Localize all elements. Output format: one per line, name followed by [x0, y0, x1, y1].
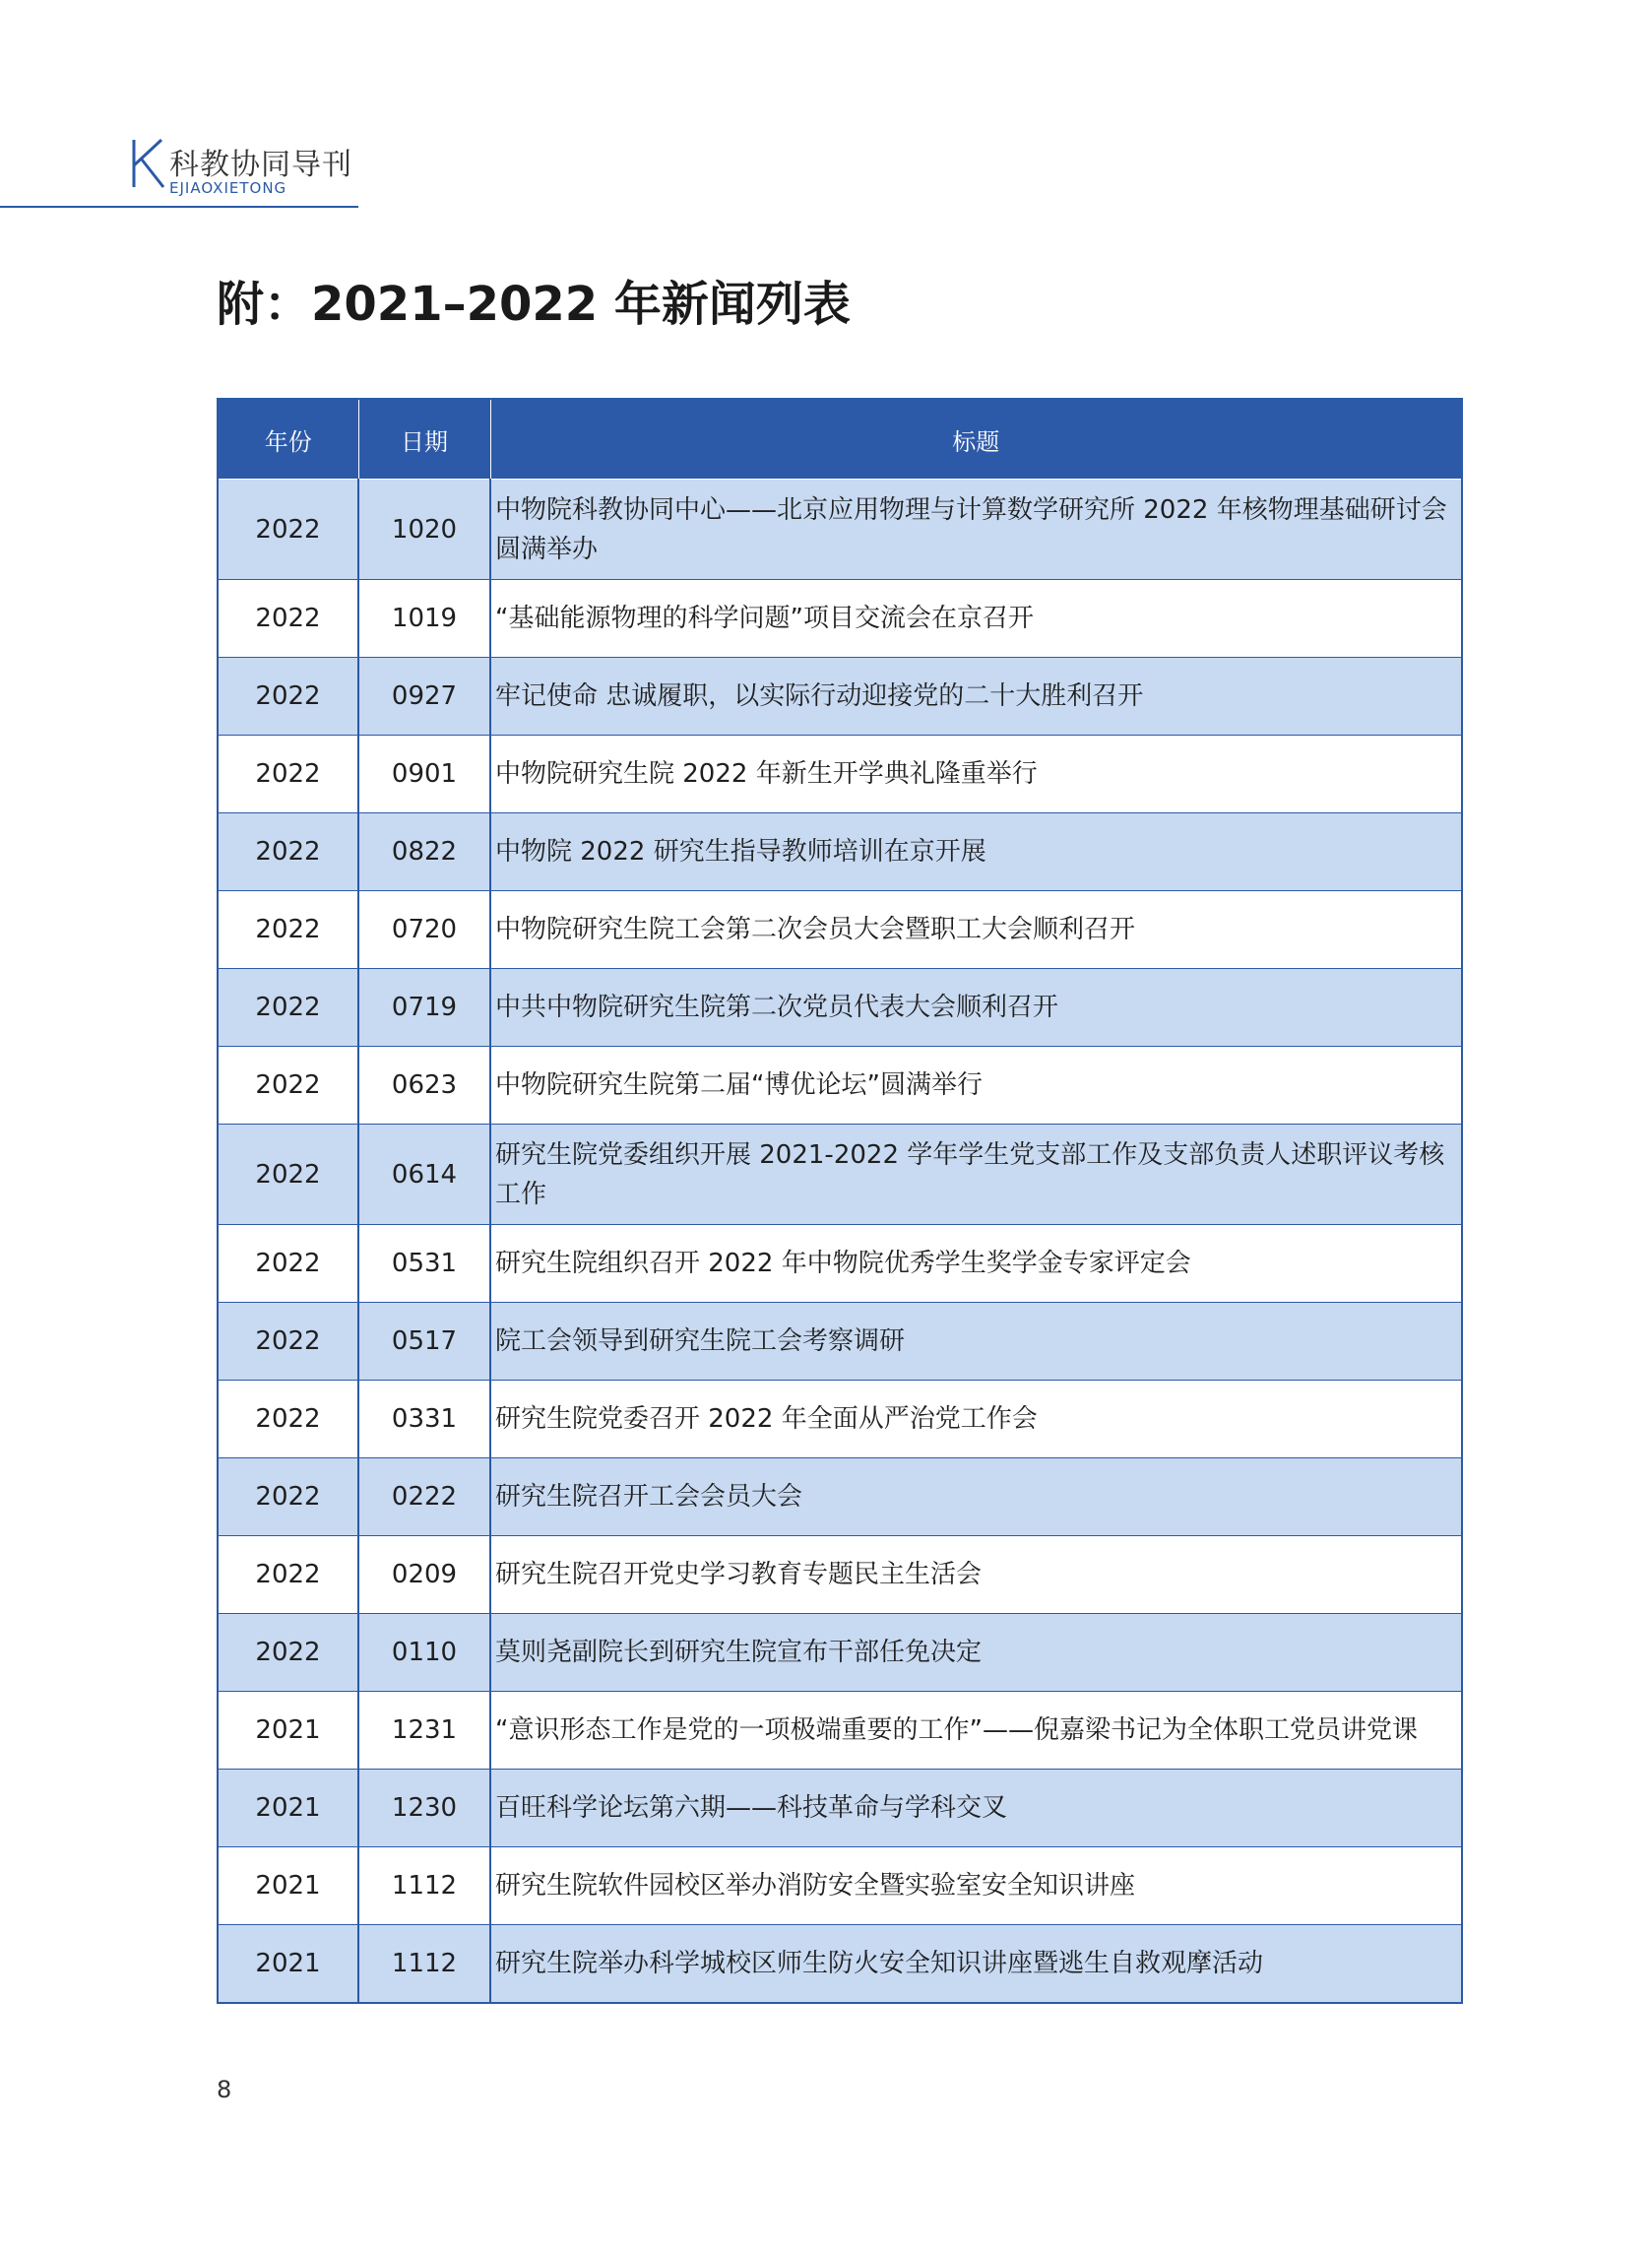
cell-title: 院工会领导到研究生院工会考察调研	[490, 1303, 1462, 1381]
cell-date: 1231	[358, 1692, 490, 1770]
cell-title: 研究生院组织召开 2022 年中物院优秀学生奖学金专家评定会	[490, 1225, 1462, 1303]
cell-year: 2022	[218, 1381, 358, 1458]
cell-title: 研究生院举办科学城校区师生防火安全知识讲座暨逃生自救观摩活动	[490, 1925, 1462, 2003]
column-header-date: 日期	[358, 399, 490, 480]
cell-date: 0901	[358, 736, 490, 813]
cell-year: 2022	[218, 1047, 358, 1125]
cell-year: 2022	[218, 658, 358, 736]
cell-title: 莫则尧副院长到研究生院宣布干部任免决定	[490, 1614, 1462, 1692]
table-row	[218, 658, 1462, 736]
cell-title: 研究生院召开工会会员大会	[490, 1458, 1462, 1536]
table-row	[218, 1692, 1462, 1770]
cell-title: 研究生院党委组织开展 2021-2022 学年学生党支部工作及支部负责人述职评议考核工作	[490, 1125, 1462, 1225]
table-row	[218, 1614, 1462, 1692]
journal-name-latin: EJIAOXIETONG	[169, 179, 287, 197]
cell-title: 中物院 2022 研究生指导教师培训在京开展	[490, 813, 1462, 891]
table-row	[218, 1381, 1462, 1458]
table-row	[218, 1125, 1462, 1225]
cell-year: 2021	[218, 1847, 358, 1925]
table-row	[218, 1225, 1462, 1303]
page-number: 8	[217, 2076, 232, 2103]
cell-date: 0209	[358, 1536, 490, 1614]
cell-date: 0517	[358, 1303, 490, 1381]
cell-title: 牢记使命 忠诚履职，以实际行动迎接党的二十大胜利召开	[490, 658, 1462, 736]
table-row	[218, 736, 1462, 813]
cell-title: “意识形态工作是党的一项极端重要的工作”——倪嘉梁书记为全体职工党员讲党课	[490, 1692, 1462, 1770]
cell-year: 2022	[218, 969, 358, 1047]
journal-header	[128, 136, 354, 207]
cell-date: 0720	[358, 891, 490, 969]
cell-title: 百旺科学论坛第六期——科技革命与学科交叉	[490, 1770, 1462, 1847]
cell-year: 2021	[218, 1925, 358, 2003]
cell-year: 2022	[218, 1614, 358, 1692]
cell-date: 0719	[358, 969, 490, 1047]
table-row	[218, 580, 1462, 658]
cell-year: 2022	[218, 891, 358, 969]
cell-year: 2022	[218, 1458, 358, 1536]
table-row	[218, 1925, 1462, 2003]
table-row	[218, 891, 1462, 969]
cell-date: 0531	[358, 1225, 490, 1303]
table-row	[218, 1047, 1462, 1125]
cell-year: 2021	[218, 1770, 358, 1847]
cell-year: 2022	[218, 580, 358, 658]
cell-title: 研究生院党委召开 2022 年全面从严治党工作会	[490, 1381, 1462, 1458]
cell-title: 中物院研究生院第二届“博优论坛”圆满举行	[490, 1047, 1462, 1125]
table-row	[218, 1303, 1462, 1381]
cell-title: 中物院研究生院工会第二次会员大会暨职工大会顺利召开	[490, 891, 1462, 969]
cell-year: 2022	[218, 480, 358, 580]
table-row	[218, 1536, 1462, 1614]
table-row	[218, 1458, 1462, 1536]
cell-title: “基础能源物理的科学问题”项目交流会在京召开	[490, 580, 1462, 658]
cell-year: 2021	[218, 1692, 358, 1770]
cell-date: 0222	[358, 1458, 490, 1536]
cell-date: 0331	[358, 1381, 490, 1458]
table-row	[218, 1770, 1462, 1847]
cell-title: 中物院研究生院 2022 年新生开学典礼隆重举行	[490, 736, 1462, 813]
cell-year: 2022	[218, 1225, 358, 1303]
table-header-row	[218, 399, 1462, 480]
cell-year: 2022	[218, 813, 358, 891]
cell-year: 2022	[218, 1125, 358, 1225]
cell-date: 0822	[358, 813, 490, 891]
cell-date: 1112	[358, 1847, 490, 1925]
cell-date: 0614	[358, 1125, 490, 1225]
table-row	[218, 813, 1462, 891]
column-header-year: 年份	[218, 399, 358, 480]
cell-title: 中共中物院研究生院第二次党员代表大会顺利召开	[490, 969, 1462, 1047]
cell-date: 1230	[358, 1770, 490, 1847]
cell-date: 0927	[358, 658, 490, 736]
cell-year: 2022	[218, 1536, 358, 1614]
cell-year: 2022	[218, 736, 358, 813]
cell-title: 中物院科教协同中心——北京应用物理与计算数学研究所 2022 年核物理基础研讨会圆满举办	[490, 480, 1462, 580]
table-body	[218, 480, 1462, 2003]
journal-name: 科教协同导刊	[169, 148, 352, 182]
column-header-title: 标题	[490, 399, 1462, 480]
cell-title: 研究生院召开党史学习教育专题民主生活会	[490, 1536, 1462, 1614]
cell-date: 0110	[358, 1614, 490, 1692]
cell-year: 2022	[218, 1303, 358, 1381]
news-table	[217, 398, 1463, 2004]
page-title: 附：2021–2022 年新闻列表	[217, 277, 851, 332]
table-row	[218, 969, 1462, 1047]
table-row	[218, 1847, 1462, 1925]
cell-title: 研究生院软件园校区举办消防安全暨实验室安全知识讲座	[490, 1847, 1462, 1925]
header-rule	[0, 206, 358, 208]
cell-date: 1020	[358, 480, 490, 580]
logo-k-icon	[128, 136, 167, 191]
cell-date: 1019	[358, 580, 490, 658]
cell-date: 1112	[358, 1925, 490, 2003]
table-row	[218, 480, 1462, 580]
cell-date: 0623	[358, 1047, 490, 1125]
